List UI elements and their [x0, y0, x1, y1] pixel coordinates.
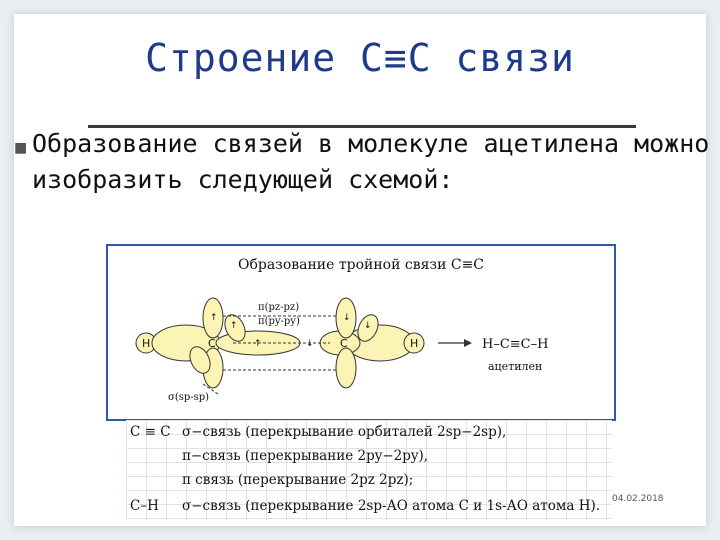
- orbital-diagram: [106, 244, 616, 421]
- legend-desc: π−связь (перекрывание 2py−2py),: [182, 448, 429, 464]
- acetylene-formula: H–C≡C–H: [482, 337, 549, 352]
- bond-legend: [126, 420, 612, 520]
- right-c-pz-bottom: [336, 348, 356, 388]
- figure-title: Образование тройной связи С≡С: [237, 257, 485, 273]
- pi-y-label: π(py-py): [258, 316, 300, 327]
- legend-bond: C ≡ C: [130, 424, 171, 440]
- left-h-label: H: [142, 337, 151, 350]
- legend-desc: σ−связь (перекрывание 2sp-АО атома С и 1s-АО атома Н).: [182, 498, 601, 514]
- pi-z-label: π(pz-pz): [258, 302, 300, 313]
- svg-text:↓: ↓: [343, 313, 351, 323]
- slide-date: 04.02.2018: [612, 494, 664, 504]
- svg-text:↓: ↓: [306, 339, 314, 349]
- svg-text:↓: ↓: [364, 321, 372, 331]
- right-c-label: C: [340, 337, 348, 350]
- legend-desc: π связь (перекрывание 2pz 2pz);: [182, 472, 414, 488]
- legend-bond: C–H: [130, 498, 159, 514]
- svg-text:↑: ↑: [210, 313, 218, 323]
- slide-body-text: Образование связей в молекуле ацетилена можно изобразить следующей схемой:: [32, 129, 710, 194]
- sigma-label: σ(sp-sp): [168, 392, 210, 403]
- molecule-name: ацетилен: [488, 360, 543, 373]
- orbital-drawing: [108, 246, 614, 419]
- bullet-icon: ■: [14, 140, 28, 156]
- legend-desc: σ−связь (перекрывание орбиталей 2sp−2sp),: [182, 424, 507, 440]
- left-c-label: C: [208, 337, 216, 350]
- right-h-label: H: [410, 337, 419, 350]
- svg-text:↑: ↑: [254, 339, 262, 349]
- slide-title: Строение С≡С связи: [145, 36, 575, 80]
- svg-text:↑: ↑: [230, 321, 238, 331]
